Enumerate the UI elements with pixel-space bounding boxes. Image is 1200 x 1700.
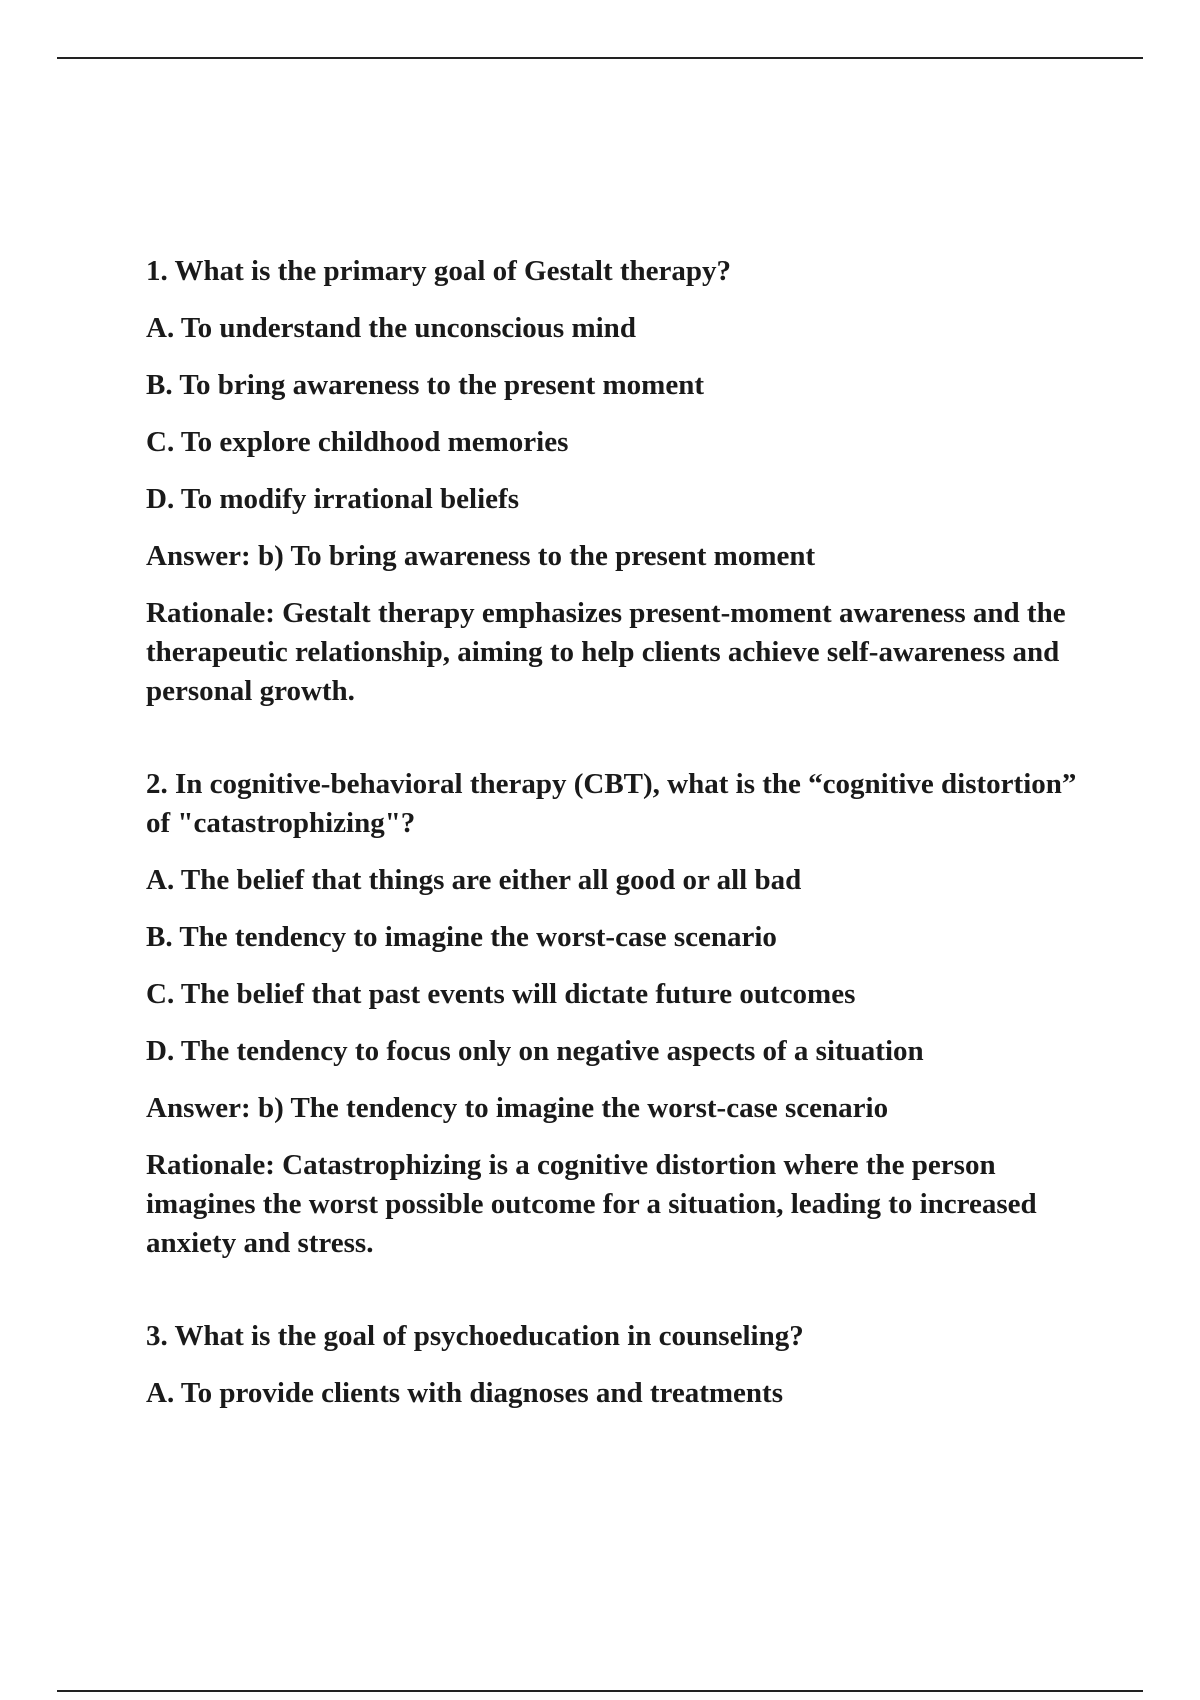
header-divider [57, 57, 1143, 59]
question-3 [146, 1317, 1086, 1413]
question-text: 3. What is the goal of psychoeducation in counseling? [146, 1320, 804, 1352]
option-c: C. The belief that past events will dictate future outcomes [146, 978, 856, 1010]
option-b: B. To bring awareness to the present moment [146, 369, 704, 401]
option-b: B. The tendency to imagine the worst-case scenario [146, 921, 777, 953]
question-text: 2. In cognitive-behavioral therapy (CBT), what is the “cognitive distortion” of "catastrophizing"? [146, 768, 1077, 839]
rationale: Rationale: Gestalt therapy emphasizes present-moment awareness and the therapeutic relationship, aiming to help clients achieve self-awareness and personal growth. [146, 597, 1066, 707]
document-body [146, 252, 1086, 1431]
option-a: A. To understand the unconscious mind [146, 312, 636, 344]
footer-divider [57, 1690, 1143, 1692]
option-a: A. To provide clients with diagnoses and treatments [146, 1377, 783, 1409]
answer: Answer: b) The tendency to imagine the worst-case scenario [146, 1092, 889, 1124]
question-text: 1. What is the primary goal of Gestalt therapy? [146, 255, 732, 287]
answer: Answer: b) To bring awareness to the present moment [146, 540, 816, 572]
rationale: Rationale: Catastrophizing is a cognitive distortion where the person imagines the worst possible outcome for a situation, leading to increased anxiety and stress. [146, 1149, 1037, 1259]
option-d: D. To modify irrational beliefs [146, 483, 519, 515]
option-a: A. The belief that things are either all good or all bad [146, 864, 802, 896]
option-d: D. The tendency to focus only on negative aspects of a situation [146, 1035, 924, 1067]
question-2 [146, 765, 1086, 1263]
question-1 [146, 252, 1086, 711]
option-c: C. To explore childhood memories [146, 426, 569, 458]
